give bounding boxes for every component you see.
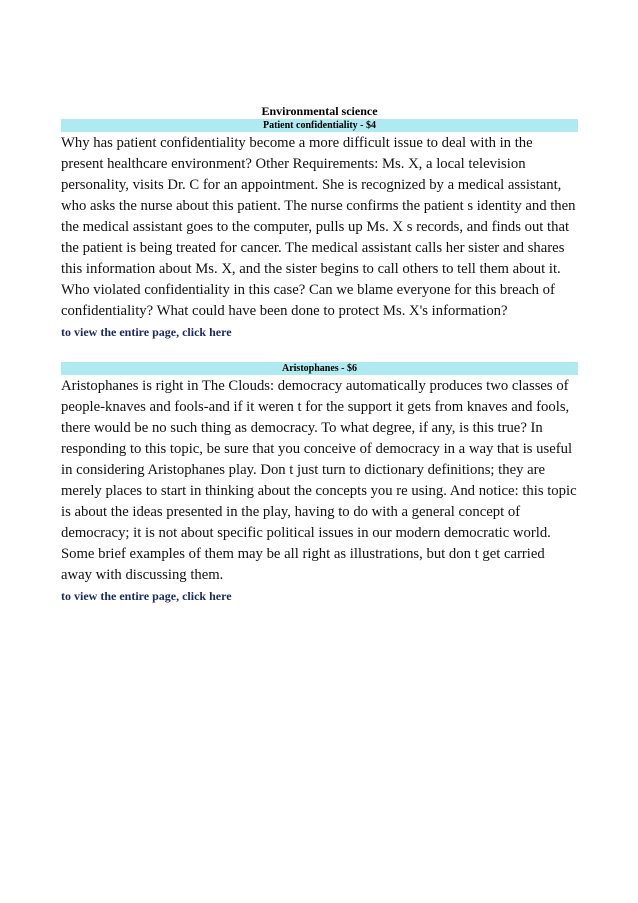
document-page xyxy=(61,104,578,605)
item-aristophanes xyxy=(61,362,578,605)
item-description: Why has patient confidentiality become a more difficult issue to deal with in the present healthcare environment? Other Requirements: Ms. X, a local television personality, visits Dr. C for an appointment. She is recognized by a medical assistant, who asks the nurse about this patient. The nurse confirms the patient s identity and then the medical assistant goes to the computer, pulls up Ms. X s records, and finds out that the patient is being treated for cancer. The medical assistant calls her sister and shares this information about Ms. X, and the sister begins to call others to tell them about it. Who violated confidentiality in this case? Can we blame everyone for this breach of confidentiality? What could have been done to protect Ms. X's information? xyxy=(61,135,576,319)
section-spacer xyxy=(61,341,578,362)
item-description: Aristophanes is right in The Clouds: democracy automatically produces two classes of people-knaves and fools-and if it weren t for the support it gets from knaves and fools, there would be no such thing as democracy. To what degree, if any, is this true? In responding to this topic, be sure that you conceive of democracy in a way that is useful in considering Aristophanes play. Don t just turn to dictionary definitions; they are merely places to start in thinking about the concepts you re using. And notice: this topic is about the ideas presented in the play, having to do with a general concept of democracy; it is not about specific political issues in our modern democratic world. Some brief examples of them may be all right as illustrations, but don t get carried away with discussing them. xyxy=(61,378,577,583)
view-entire-page-link[interactable]: to view the entire page, click here xyxy=(61,325,232,339)
document-title: Environmental science xyxy=(261,104,378,118)
item-patient-confidentiality xyxy=(61,119,578,341)
item-header: Patient confidentiality - $4 xyxy=(61,119,578,132)
item-header: Aristophanes - $6 xyxy=(61,362,578,375)
view-entire-page-link[interactable]: to view the entire page, click here xyxy=(61,589,232,603)
